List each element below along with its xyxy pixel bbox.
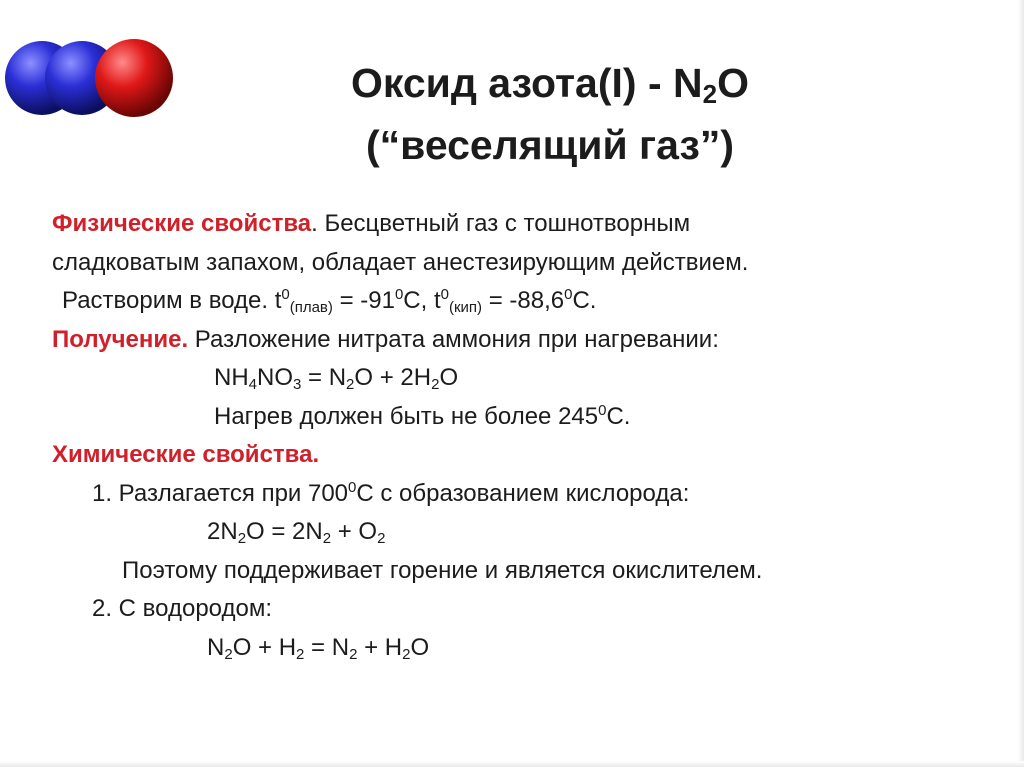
page-edge-shadow-right bbox=[1018, 0, 1024, 767]
eq-part: O bbox=[439, 364, 459, 391]
sub: (кип) bbox=[448, 299, 483, 316]
sub: 2 bbox=[431, 376, 440, 393]
page-edge-shadow-bottom bbox=[0, 761, 1024, 767]
sup: 0 bbox=[281, 286, 290, 303]
eq-part: O = 2N bbox=[246, 518, 323, 545]
eq-part: NH bbox=[214, 364, 249, 391]
chemical-heading: Химические свойства. bbox=[52, 441, 320, 468]
chemical-equation-2 bbox=[52, 629, 1012, 668]
chemical-heading-line bbox=[52, 436, 1012, 475]
chemical-equation-1 bbox=[52, 513, 1012, 552]
physical-text-3b: = -91 bbox=[332, 287, 395, 314]
chemical-item-1 bbox=[52, 475, 1012, 514]
eq-part: + O bbox=[331, 518, 378, 545]
note-part: C. bbox=[606, 402, 631, 430]
sub: 2 bbox=[346, 376, 355, 393]
eq-part: 2N bbox=[207, 518, 238, 545]
slide-body bbox=[52, 205, 1012, 667]
eq-part: O bbox=[410, 633, 430, 661]
physical-heading: Физические свойства bbox=[52, 210, 312, 237]
title-subscript: 2 bbox=[702, 79, 718, 109]
sub: 4 bbox=[248, 376, 258, 393]
physical-text-3a: Растворим в воде. t bbox=[62, 287, 282, 314]
eq-part: N bbox=[207, 633, 225, 661]
production-equation bbox=[52, 359, 1012, 398]
eq-part: + H bbox=[357, 633, 403, 661]
physical-text-1: . Бесцветный газ с тошнотворным bbox=[311, 210, 691, 237]
oxygen-atom bbox=[95, 39, 173, 117]
sub: 2 bbox=[296, 645, 305, 663]
sub: 2 bbox=[224, 645, 233, 663]
sup: 0 bbox=[598, 401, 607, 419]
sub: 2 bbox=[377, 530, 386, 547]
title-line-formula bbox=[200, 52, 900, 114]
title-subtitle: (“веселящий газ”) bbox=[366, 122, 734, 168]
physical-line-2: сладковатым запахом, обладает анестезирующим действием. bbox=[52, 248, 749, 276]
physical-line-1 bbox=[52, 205, 1012, 244]
slide-title bbox=[200, 52, 900, 176]
eq-part: O + H bbox=[232, 633, 297, 661]
sup: 0 bbox=[440, 286, 449, 303]
n2o-molecule-model-icon bbox=[2, 38, 177, 118]
production-heading: Получение. bbox=[52, 325, 189, 353]
sub: 2 bbox=[237, 530, 247, 547]
physical-text-3d: = -88,6 bbox=[482, 287, 565, 314]
item-part: C с образованием кислорода: bbox=[356, 479, 690, 507]
chemical-item-2: 2. С водородом: bbox=[92, 595, 273, 622]
sub: 2 bbox=[322, 530, 332, 547]
sub: 2 bbox=[402, 645, 411, 663]
item-part: 1. Разлагается при 700 bbox=[92, 479, 349, 507]
title-main: Оксид азота(I) - N bbox=[351, 60, 703, 106]
production-line bbox=[52, 321, 1012, 360]
sup: 0 bbox=[564, 286, 573, 303]
sub: 2 bbox=[349, 645, 358, 663]
sub: (плав) bbox=[289, 299, 333, 316]
note-part: Нагрев должен быть не более 245 bbox=[214, 402, 599, 430]
sub: 3 bbox=[293, 376, 302, 393]
chemical-item-1-note: Поэтому поддерживает горение и является окислителем. bbox=[122, 556, 763, 584]
production-note bbox=[52, 398, 1012, 437]
physical-line-3 bbox=[52, 282, 1012, 321]
eq-part: O + 2H bbox=[354, 364, 432, 391]
sup: 0 bbox=[348, 478, 357, 496]
production-text: Разложение нитрата аммония при нагревании: bbox=[188, 325, 719, 353]
physical-text-3e: C. bbox=[572, 287, 597, 314]
eq-part: NO bbox=[257, 364, 294, 391]
title-tail: O bbox=[717, 60, 749, 106]
sup: 0 bbox=[394, 286, 404, 303]
physical-text-3c: C, t bbox=[403, 287, 441, 314]
eq-part: = N bbox=[301, 364, 347, 391]
eq-part: = N bbox=[304, 633, 350, 661]
